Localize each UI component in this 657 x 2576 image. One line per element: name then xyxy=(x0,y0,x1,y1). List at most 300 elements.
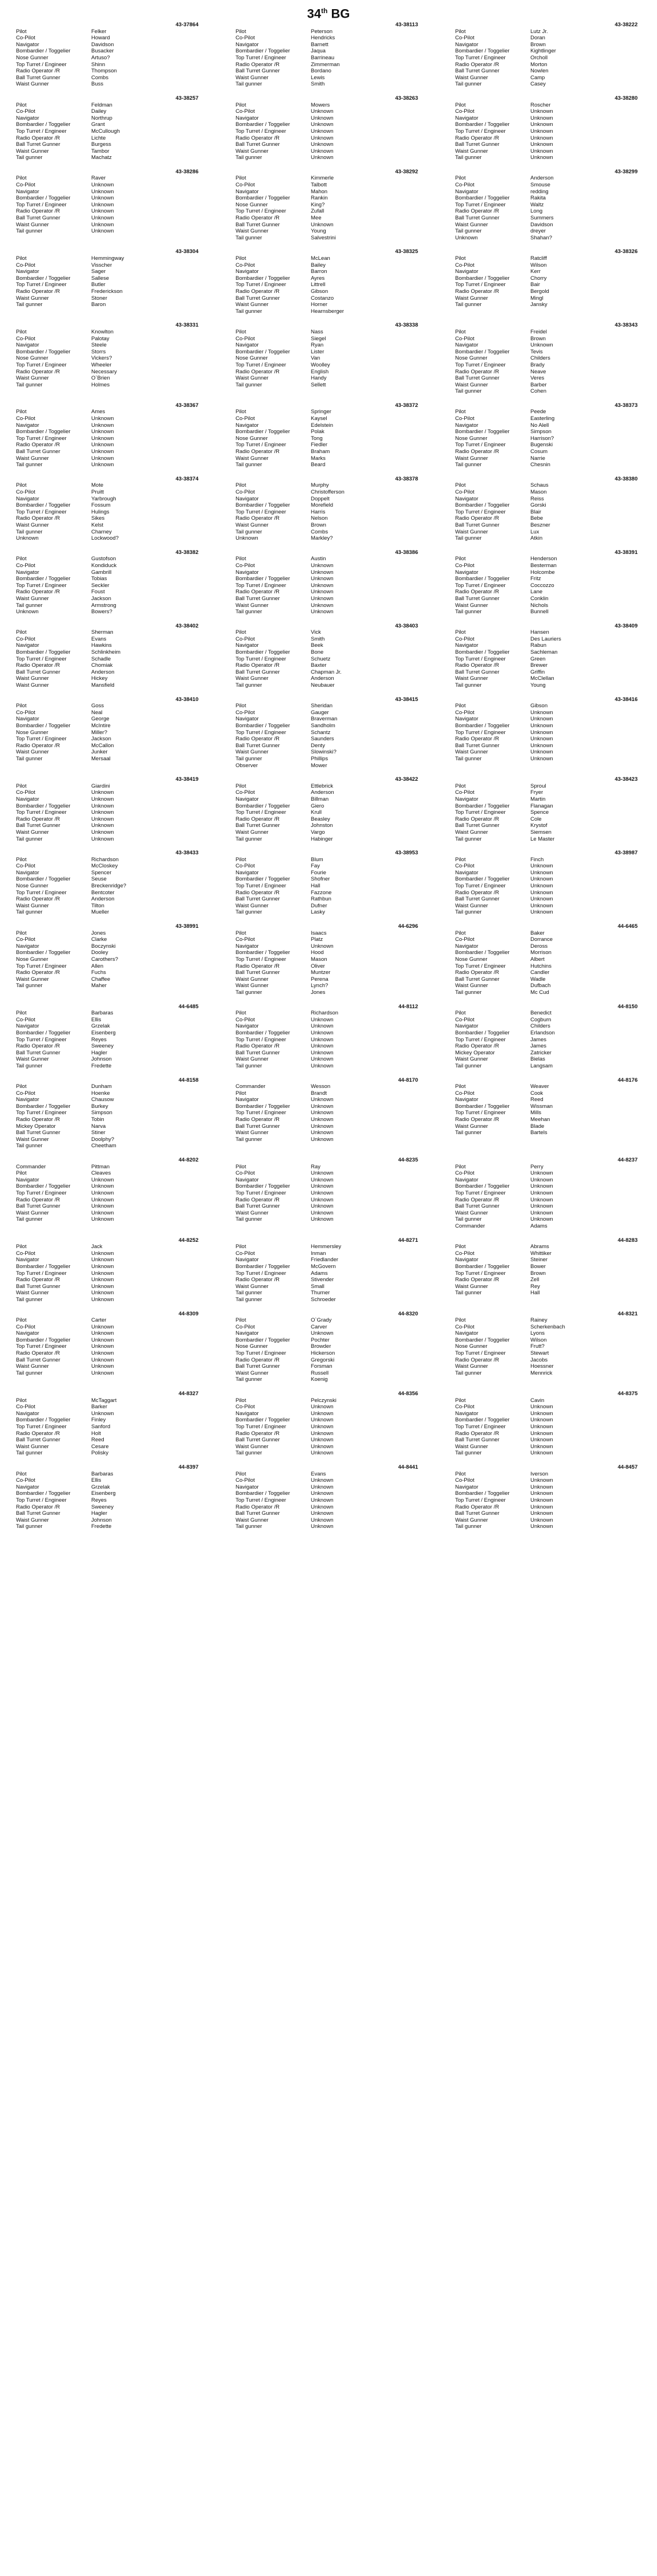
crew-member xyxy=(236,870,418,877)
crew-member xyxy=(236,716,418,723)
crew-role: Ball Turret Gunner xyxy=(455,375,500,382)
crew-role: Navigator xyxy=(236,495,259,502)
crew-role: Pilot xyxy=(236,1470,246,1477)
crew-name: Hagler xyxy=(91,1049,107,1056)
crew-name: Miller? xyxy=(91,729,107,736)
crew-name: Unknown xyxy=(91,789,114,796)
crew-role: Bombardier / Toggelier xyxy=(455,195,510,202)
crew-member xyxy=(16,656,198,663)
crew-name: Le Master xyxy=(530,835,555,842)
crew-name: Dooley xyxy=(91,949,108,956)
crew-name: Unknown xyxy=(91,228,114,235)
crew-role: Radio Operator /R xyxy=(236,889,280,896)
crew-role: Bombardier / Toggelier xyxy=(16,1103,71,1110)
aircraft-serial: 44-8309 xyxy=(179,1310,198,1317)
crew-name: Unknown xyxy=(530,154,553,161)
crew-member xyxy=(236,1484,418,1491)
crew-member xyxy=(236,1170,418,1177)
crew-role: Radio Operator /R xyxy=(16,1430,60,1437)
crew-name: Finley xyxy=(91,1417,106,1424)
crew-role: Top Turret / Engineer xyxy=(236,208,286,215)
crew-role: Top Turret / Engineer xyxy=(236,729,286,736)
crew-role: Co-Pilot xyxy=(236,1477,255,1484)
crew-name: Unknown xyxy=(530,876,553,883)
crew-name: Small xyxy=(311,1283,325,1290)
aircraft-serial: 43-38280 xyxy=(614,95,638,101)
crew-name: Unknown xyxy=(530,121,553,128)
crew-member xyxy=(16,222,198,229)
crew-member xyxy=(16,829,198,836)
aircraft-serial: 44-8252 xyxy=(179,1237,198,1244)
aircraft-serial: 43-38987 xyxy=(614,850,638,857)
crew-member xyxy=(16,1116,198,1123)
crew-name: Artuso? xyxy=(91,54,110,61)
crew-role: Ball Turret Gunner xyxy=(16,74,60,81)
crew-name: Carothers? xyxy=(91,956,118,963)
crew-name: Henderson xyxy=(530,556,557,563)
crew-role: Radio Operator /R xyxy=(16,515,60,522)
crew-member xyxy=(236,208,418,215)
crew-name: Baxter xyxy=(311,662,327,669)
crew-member xyxy=(236,1363,418,1370)
crew-member xyxy=(16,1043,198,1050)
crew-member xyxy=(236,529,418,536)
aircraft-serial: 43-38403 xyxy=(395,622,418,629)
crew-name: Smith xyxy=(311,635,325,642)
crew-role: Radio Operator /R xyxy=(236,816,280,822)
crew-role: Navigator xyxy=(455,569,478,576)
crew-member xyxy=(455,1050,638,1057)
crew-name: Raver xyxy=(91,175,106,182)
crew-member xyxy=(16,1411,198,1417)
crew-name: Unknown xyxy=(91,415,114,422)
crew-role: Waist Gunner xyxy=(236,301,269,308)
crew-role: Co-Pilot xyxy=(236,635,255,642)
crew-member xyxy=(236,816,418,823)
crew-member xyxy=(16,449,198,455)
crew-member xyxy=(455,1090,638,1097)
crew-role: Bombardier / Toggelier xyxy=(236,1103,290,1110)
crew-block xyxy=(16,1077,198,1150)
crew-role: Waist Gunner xyxy=(236,976,269,983)
crew-member xyxy=(236,963,418,970)
crew-role: Pilot xyxy=(16,328,27,335)
crew-role: Radio Operator /R xyxy=(455,1116,500,1123)
crew-member xyxy=(455,809,638,816)
crew-member xyxy=(236,1510,418,1517)
crew-role: Navigator xyxy=(236,41,259,48)
crew-name: Unknown xyxy=(311,1016,334,1023)
crew-name: Armstrong xyxy=(91,602,116,609)
crew-member xyxy=(236,649,418,656)
crew-member xyxy=(455,455,638,462)
crew-name: Talbott xyxy=(311,182,327,189)
crew-member xyxy=(455,462,638,468)
crew-member xyxy=(236,783,418,790)
crew-name: Griffin xyxy=(530,669,545,675)
crew-role: Ball Turret Gunner xyxy=(236,742,280,749)
crew-name: Nowlen xyxy=(530,68,549,75)
crew-name: Cesare xyxy=(91,1443,109,1450)
crew-name: Unknown xyxy=(530,1216,553,1223)
crew-member xyxy=(16,1164,198,1171)
crew-role: Bombardier / Toggelier xyxy=(16,949,71,956)
crew-role: Bombardier / Toggelier xyxy=(236,876,290,883)
crew-role: Navigator xyxy=(236,1097,259,1103)
crew-member xyxy=(16,1037,198,1044)
crew-member xyxy=(16,1404,198,1411)
crew-name: Unknown xyxy=(311,1183,334,1190)
crew-role: Navigator xyxy=(16,1176,39,1183)
crew-member xyxy=(16,529,198,536)
crew-role: Navigator xyxy=(455,495,478,502)
crew-name: Unknown xyxy=(311,1196,334,1203)
crew-block xyxy=(455,850,638,916)
crew-member xyxy=(455,1223,638,1230)
crew-name: Unknown xyxy=(530,736,553,743)
crew-role: Tail gunner xyxy=(16,301,43,308)
crew-role: Top Turret / Engineer xyxy=(236,956,286,963)
crew-role: Top Turret / Engineer xyxy=(236,1036,286,1043)
crew-member xyxy=(16,1017,198,1024)
crew-member xyxy=(455,449,638,455)
crew-role: Bombardier / Toggelier xyxy=(16,348,71,355)
crew-member xyxy=(236,1164,418,1171)
crew-role: Bombardier / Toggelier xyxy=(455,121,510,128)
crew-role: Bombardier / Toggelier xyxy=(455,275,510,282)
crew-name: Hagler xyxy=(91,1510,107,1517)
crew-member xyxy=(16,863,198,870)
crew-role: Tail gunner xyxy=(16,1523,43,1530)
crew-member xyxy=(236,803,418,810)
crew-name: Reyes xyxy=(91,1036,107,1043)
crew-name: Davidson xyxy=(530,221,553,228)
crew-role: Top Turret / Engineer xyxy=(236,1497,286,1503)
crew-role: Radio Operator /R xyxy=(455,1356,500,1363)
crew-role: Pilot xyxy=(16,930,27,936)
crew-name: Unknown xyxy=(311,595,334,602)
crew-role: Co-Pilot xyxy=(236,1250,255,1257)
crew-role: Navigator xyxy=(16,188,39,195)
crew-role: Co-Pilot xyxy=(236,789,255,796)
crew-member xyxy=(16,649,198,656)
crew-member xyxy=(455,829,638,836)
crew-role: Bombardier / Toggelier xyxy=(455,1263,510,1270)
crew-role: Bombardier / Toggelier xyxy=(236,723,290,729)
crew-name: Unknown xyxy=(311,1510,334,1517)
crew-role: Top Turret / Engineer xyxy=(455,729,506,736)
crew-role: Waist Gunner xyxy=(236,1443,269,1450)
crew-role: Navigator xyxy=(236,1483,259,1490)
crew-name: Unknown xyxy=(91,201,114,208)
crew-role: Tail gunner xyxy=(16,1062,43,1069)
aircraft-serial: 43-38331 xyxy=(175,322,198,329)
crew-role: Co-Pilot xyxy=(16,1404,35,1411)
crew-name: Hutchins xyxy=(530,963,551,969)
crew-name: Long xyxy=(530,208,543,215)
crew-name: Unknown xyxy=(311,154,334,161)
crew-member xyxy=(16,435,198,442)
crew-role: Tail gunner xyxy=(455,228,482,235)
crew-name: Unknown xyxy=(530,896,553,903)
crew-role: Bombardier / Toggelier xyxy=(16,1029,71,1036)
crew-member xyxy=(16,1437,198,1444)
crew-member xyxy=(455,1097,638,1103)
crew-member xyxy=(16,1250,198,1257)
crew-name: Frederickson xyxy=(91,288,123,295)
crew-role: Waist Gunner xyxy=(236,1369,269,1376)
crew-member xyxy=(455,1216,638,1223)
crew-name: Unknown xyxy=(311,1503,334,1510)
crew-role: Co-Pilot xyxy=(236,1016,255,1023)
crew-name: Stivender xyxy=(311,1277,334,1283)
crew-member xyxy=(236,268,418,275)
crew-member xyxy=(455,1116,638,1123)
crew-name: Unknown xyxy=(311,562,334,569)
crew-name: Reed xyxy=(91,1437,104,1444)
crew-name: Littrell xyxy=(311,282,326,288)
crew-role: Co-Pilot xyxy=(16,108,35,115)
crew-role: Waist Gunner xyxy=(455,675,488,682)
crew-role: Nose Gunner xyxy=(16,956,48,963)
crew-member xyxy=(236,1477,418,1484)
crew-name: Tevis xyxy=(530,348,543,355)
crew-role: Bombardier / Toggelier xyxy=(455,429,510,435)
crew-name: Vickers? xyxy=(91,355,112,362)
crew-name: Breckenridge? xyxy=(91,883,127,890)
crew-member xyxy=(455,489,638,496)
aircraft-serial: 43-38433 xyxy=(175,850,198,857)
crew-role: Tail gunner xyxy=(236,462,262,468)
crew-member xyxy=(16,1363,198,1370)
crew-member xyxy=(236,569,418,576)
crew-name: Goss xyxy=(91,703,104,710)
crew-name: Unknown xyxy=(311,1123,334,1130)
crew-name: Oliver xyxy=(311,963,325,969)
crew-role: Top Turret / Engineer xyxy=(16,655,67,662)
crew-member xyxy=(236,729,418,736)
crew-member xyxy=(455,1283,638,1290)
crew-member xyxy=(16,1283,198,1290)
crew-role: Tail gunner xyxy=(455,682,482,689)
crew-member xyxy=(455,783,638,790)
crew-name: Blum xyxy=(311,856,323,863)
crew-role: Tail gunner xyxy=(236,1290,262,1297)
crew-role: Waist Gunner xyxy=(236,1056,269,1063)
crew-role: Bombardier / Toggelier xyxy=(16,576,71,582)
crew-name: Reyes xyxy=(91,1497,107,1503)
crew-role: Co-Pilot xyxy=(236,335,255,342)
crew-name: Beasley xyxy=(311,816,330,822)
crew-member xyxy=(16,870,198,877)
crew-member xyxy=(455,1404,638,1411)
crew-name: Bunnell xyxy=(530,609,549,616)
crew-member xyxy=(455,723,638,729)
crew-member xyxy=(16,195,198,202)
crew-member xyxy=(236,1203,418,1210)
crew-member xyxy=(16,1123,198,1130)
crew-member xyxy=(236,703,418,710)
crew-member xyxy=(455,1123,638,1130)
crew-role: Co-Pilot xyxy=(16,1250,35,1257)
crew-name: Busacker xyxy=(91,48,114,55)
crew-name: Mahon xyxy=(311,188,328,195)
aircraft-serial: 44-8397 xyxy=(179,1464,198,1470)
crew-role: Ball Turret Gunner xyxy=(455,976,500,983)
crew-name: Dorrance xyxy=(530,936,553,943)
crew-name: Unknown xyxy=(530,909,553,916)
crew-member xyxy=(16,48,198,55)
crew-name: Unknown xyxy=(91,1283,114,1290)
crew-name: Inman xyxy=(311,1250,326,1257)
crew-member xyxy=(16,703,198,710)
crew-name: Thurner xyxy=(311,1290,330,1297)
crew-member xyxy=(236,909,418,916)
crew-role: Pilot xyxy=(16,629,27,636)
crew-role: Pilot xyxy=(16,782,27,789)
crew-member xyxy=(236,736,418,743)
crew-role: Tail gunner xyxy=(236,755,262,762)
crew-role: Top Turret / Engineer xyxy=(236,1110,286,1116)
crew-member xyxy=(236,1063,418,1070)
crew-name: Morton xyxy=(530,61,548,68)
crew-name: Forsman xyxy=(311,1363,332,1370)
crew-member xyxy=(16,662,198,669)
crew-name: Mingl xyxy=(530,295,544,301)
crew-name: No Alell xyxy=(530,422,549,429)
crew-role: Top Turret / Engineer xyxy=(455,1424,506,1430)
crew-role: Pilot xyxy=(455,255,466,262)
crew-role: Ball Turret Gunner xyxy=(236,669,280,675)
crew-role: Radio Operator /R xyxy=(16,1277,60,1283)
crew-member xyxy=(236,1350,418,1357)
crew-role: Co-Pilot xyxy=(236,709,255,716)
crew-member xyxy=(16,1210,198,1217)
crew-role: Pilot xyxy=(236,255,246,262)
crew-name: Burkey xyxy=(91,1103,108,1110)
crew-name: Unknown xyxy=(311,221,334,228)
crew-member xyxy=(455,1497,638,1504)
crew-name: Chesnin xyxy=(530,462,550,468)
crew-role: Tail gunner xyxy=(236,81,262,88)
crew-role: Tail gunner xyxy=(455,1369,482,1376)
crew-member xyxy=(236,949,418,956)
crew-member xyxy=(16,1190,198,1197)
crew-role: Bombardier / Toggelier xyxy=(236,48,290,55)
crew-name: Sikes xyxy=(91,515,105,522)
crew-role: Mickey Operator xyxy=(455,1049,495,1056)
crew-role: Waist Gunner xyxy=(455,983,488,989)
crew-name: Sproul xyxy=(530,782,546,789)
crew-row xyxy=(0,476,657,542)
crew-member xyxy=(455,1277,638,1283)
crew-member xyxy=(16,1523,198,1530)
crew-role: Pilot xyxy=(236,482,246,489)
crew-name: Northrup xyxy=(91,115,112,121)
crew-role: Bombardier / Toggelier xyxy=(236,195,290,202)
crew-name: Barbaras xyxy=(91,1470,113,1477)
crew-block xyxy=(16,850,198,916)
crew-block xyxy=(236,776,418,842)
crew-member xyxy=(16,723,198,729)
crew-name: Krull xyxy=(311,809,322,816)
crew-name: Rey xyxy=(530,1283,540,1290)
crew-block xyxy=(455,696,638,769)
crew-name: Anderson xyxy=(311,789,334,796)
crew-name: Adams xyxy=(311,1270,328,1277)
crew-role: Bombardier / Toggelier xyxy=(236,1263,290,1270)
crew-member xyxy=(236,822,418,829)
crew-role: Top Turret / Engineer xyxy=(236,1190,286,1196)
crew-name: Unknown xyxy=(530,1483,553,1490)
crew-name: Fuchs xyxy=(91,969,106,976)
crew-name: Tobias xyxy=(91,576,107,582)
crew-member xyxy=(455,355,638,362)
crew-name: Johnston xyxy=(311,822,333,829)
crew-member xyxy=(455,1430,638,1437)
crew-name: Finch xyxy=(530,856,544,863)
crew-name: Lockwood? xyxy=(91,535,119,542)
crew-name: Vick xyxy=(311,629,321,636)
crew-name: Grzelak xyxy=(91,1023,110,1030)
crew-role: Ball Turret Gunner xyxy=(236,68,280,75)
crew-name: Richardson xyxy=(91,856,119,863)
crew-member xyxy=(455,822,638,829)
crew-member xyxy=(236,863,418,870)
crew-member xyxy=(236,1263,418,1270)
crew-member xyxy=(16,1090,198,1097)
crew-member xyxy=(16,1497,198,1504)
crew-role: Pilot xyxy=(455,1470,466,1477)
crew-name: Unknown xyxy=(530,716,553,723)
crew-member xyxy=(236,890,418,896)
crew-member xyxy=(16,783,198,790)
crew-member xyxy=(16,1083,198,1090)
crew-member xyxy=(455,175,638,182)
crew-member xyxy=(236,1110,418,1116)
crew-role: Waist Gunner xyxy=(236,1517,269,1523)
crew-role: Pilot xyxy=(455,328,466,335)
crew-member xyxy=(16,522,198,529)
crew-role: Co-Pilot xyxy=(455,936,474,943)
crew-role: Tail gunner xyxy=(236,609,262,616)
crew-member xyxy=(455,1343,638,1350)
crew-name: Lux xyxy=(530,528,540,535)
crew-role: Ball Turret Gunner xyxy=(236,595,280,602)
crew-name: Childers xyxy=(530,355,550,362)
crew-name: English xyxy=(311,368,329,375)
crew-role: Top Turret / Engineer xyxy=(16,963,67,969)
crew-role: Tail gunner xyxy=(16,462,43,468)
crew-member xyxy=(236,636,418,643)
crew-name: Unknown xyxy=(311,141,334,148)
crew-name: Unknown xyxy=(311,108,334,115)
crew-role: Pilot xyxy=(455,856,466,863)
crew-name: Ray xyxy=(311,1163,321,1170)
crew-role: Navigator xyxy=(16,642,39,649)
crew-role: Co-Pilot xyxy=(455,108,474,115)
crew-role: Ball Turret Gunner xyxy=(236,141,280,148)
crew-member xyxy=(236,262,418,269)
crew-role: Ball Turret Gunner xyxy=(455,1437,500,1444)
crew-name: Unknown xyxy=(91,835,114,842)
crew-name: Wadle xyxy=(530,976,546,983)
crew-member xyxy=(236,943,418,950)
crew-name: Zimmerman xyxy=(311,61,340,68)
crew-name: Cheetham xyxy=(91,1143,116,1150)
crew-name: Barker xyxy=(91,1404,107,1411)
crew-member xyxy=(16,108,198,115)
